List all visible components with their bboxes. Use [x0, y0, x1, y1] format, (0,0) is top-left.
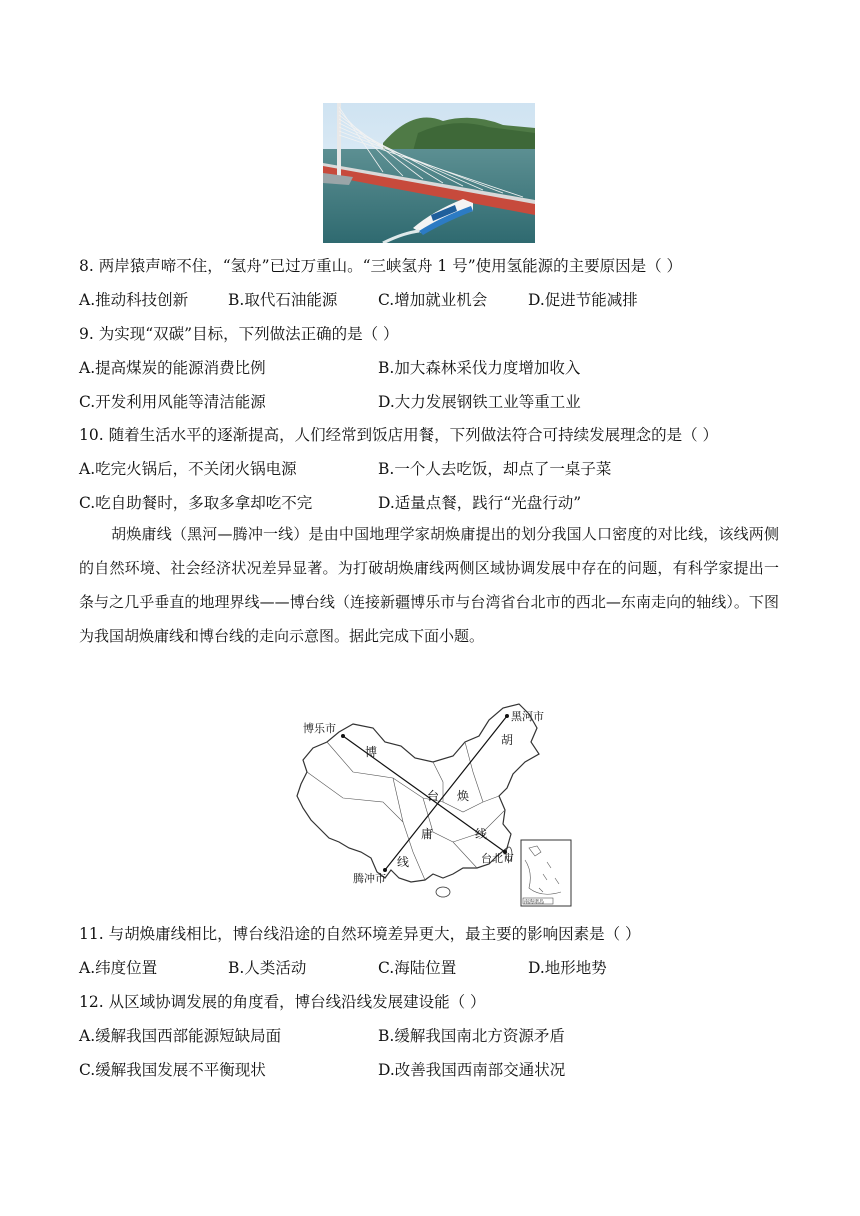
- char-yong: 庸: [421, 827, 434, 841]
- q12-option-c: C.缓解我国发展不平衡现状: [79, 1061, 266, 1079]
- question-8-stem: 8. 两岸猿声啼不住，“氢舟”已过万重山。“三峡氢舟 1 号”使用氢能源的主要原因是（ ）: [79, 257, 683, 275]
- question-9-stem: 9. 为实现“双碳”目标，下列做法正确的是（ ）: [79, 325, 399, 343]
- china-map-figure: [293, 702, 575, 912]
- label-taibei: 台北市: [481, 852, 514, 865]
- q11-option-c: C.海陆位置: [378, 959, 457, 977]
- q8-option-b: B.取代石油能源: [228, 291, 338, 309]
- label-heihe: 黑河市: [511, 710, 544, 723]
- char-huan: 焕: [457, 789, 470, 803]
- q10-option-d: D.适量点餐，践行“光盘行动”: [378, 494, 582, 512]
- passage-text: 胡焕庸线（黑河—腾冲一线）是由中国地理学家胡焕庸提出的划分我国人口密度的对比线，该线两侧的自然环境、社会经济状况差异显著。为打破胡焕庸线两侧区域协调发展中存在的问题，有科学家提出一条与之几乎垂直的地理界线——博台线（连接新疆博乐市与台湾省台北市的西北—东南走向的轴线）。下图为我国胡焕庸线和博台线的走向示意图。据此完成下面小题。: [79, 525, 779, 645]
- q8-option-d: D.促进节能减排: [528, 291, 638, 309]
- char-bo: 博: [365, 745, 378, 759]
- q10-option-a: A.吃完火锅后，不关闭火锅电源: [79, 460, 297, 478]
- q9-option-b: B.加大森林采伐力度增加收入: [378, 359, 581, 377]
- question-11-stem: 11. 与胡焕庸线相比，博台线沿途的自然环境差异更大，最主要的影响因素是（ ）: [79, 925, 641, 943]
- q11-option-a: A.纬度位置: [79, 959, 158, 977]
- q10-option-c: C.吃自助餐时，多取多拿却吃不完: [79, 494, 313, 512]
- q9-option-d: D.大力发展钢铁工业等重工业: [378, 393, 581, 411]
- q9-option-c: C.开发利用风能等清洁能源: [79, 393, 266, 411]
- q12-option-a: A.缓解我国西部能源短缺局面: [79, 1027, 282, 1045]
- char-xian-hu: 线: [397, 855, 410, 869]
- char-hu: 胡: [501, 733, 514, 747]
- q10-option-b: B.一个人去吃饭，却点了一桌子菜: [378, 460, 612, 478]
- reading-passage: [79, 517, 779, 653]
- q12-option-b: B.缓解我国南北方资源矛盾: [378, 1027, 565, 1045]
- q11-option-d: D.地形地势: [528, 959, 607, 977]
- label-tengchong: 腾冲市: [353, 872, 386, 885]
- q11-option-b: B.人类活动: [228, 959, 307, 977]
- char-xian-botai: 线: [475, 827, 488, 841]
- hu-huanyong-line: [385, 716, 507, 870]
- bridge-ship-photo: [323, 103, 535, 243]
- q9-option-a: A.提高煤炭的能源消费比例: [79, 359, 266, 377]
- q8-option-c: C.增加就业机会: [378, 291, 488, 309]
- question-12-stem: 12. 从区域协调发展的角度看，博台线沿线发展建设能（ ）: [79, 993, 486, 1011]
- q8-option-a: A.推动科技创新: [79, 291, 189, 309]
- char-tai: 台: [427, 789, 440, 803]
- q12-option-d: D.改善我国西南部交通状况: [378, 1061, 566, 1079]
- inset-label: 南海诸岛: [524, 899, 545, 906]
- label-bole: 博乐市: [303, 722, 336, 735]
- question-10-stem: 10. 随着生活水平的逐渐提高，人们经常到饭店用餐，下列做法符合可持续发展理念的是（ ）: [79, 426, 719, 444]
